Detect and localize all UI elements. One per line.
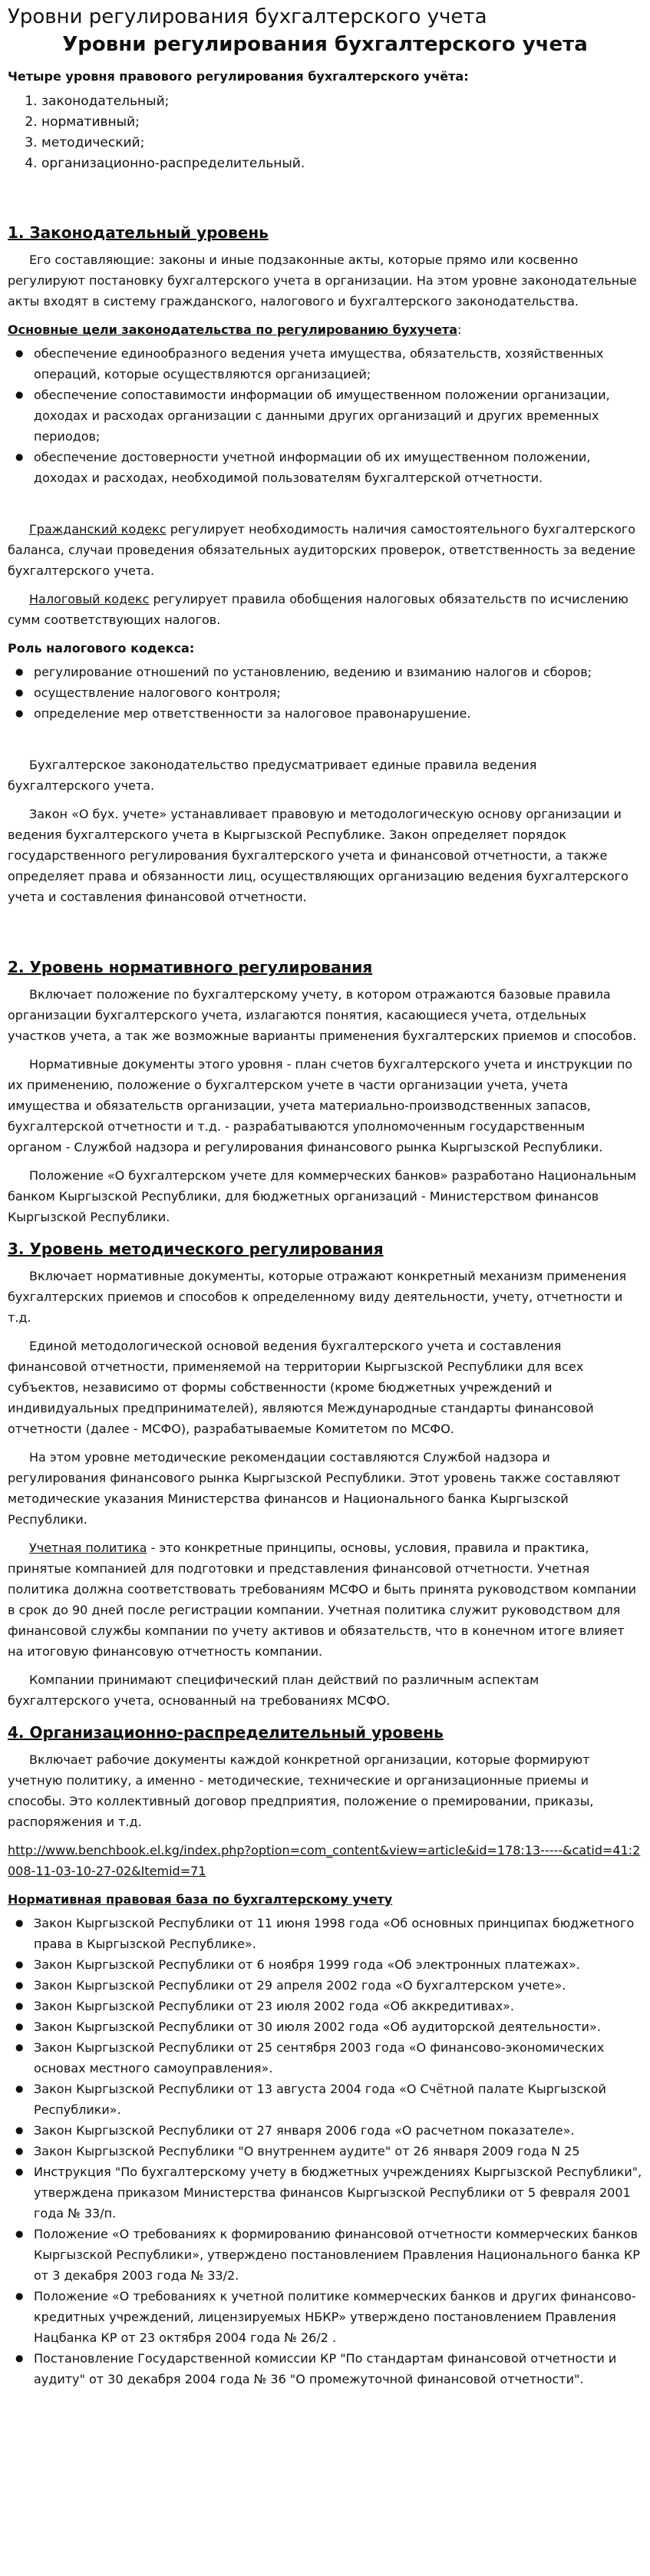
tax-role-heading: Роль налогового кодекса: xyxy=(8,641,195,656)
legal-base-list xyxy=(8,1913,642,2389)
section-heading-organizational: 4. Организационно-распределительный уровень xyxy=(8,1723,444,1742)
accounting-policy-paragraph xyxy=(8,1537,642,1662)
intro-heading: Четыре уровня правового регулирования бухгалтерского учёта: xyxy=(8,69,469,84)
list-item: 1. законодательный; xyxy=(41,91,642,112)
paragraph: Нормативные документы этого уровня - план счетов бухгалтерского учета и инструкции по их применению, положение о бухгалтерском учете в части организации учета, учета имущества и обязательств организации, учета материально-производственных запасов, бухгалтерской отчетности и т.д. - разрабатываются уполномоченным государственным органом - Службой надзора и регулирования финансового рынка Кыргызской Республики. xyxy=(8,1057,633,1154)
list-item: ● осуществление налогового контроля; xyxy=(34,682,642,703)
list-item: ● Положение «О требованиях к учетной политике коммерческих банков и других финансово-кредитных учреждений, лицензируемых НБКР» утверждено постановлением Правления Нацбанка КР от 23 октября 2004 года № 26/2 . xyxy=(34,2286,642,2348)
paragraph: Единой методологической основой ведения бухгалтерского учета и составления финансовой отчетности, применяемой на территории Кыргызской Республики для всех субъектов, независимо от формы собственности (кроме бюджетных учреждений и индивидуальных предпринимателей), являются Международные стандарты финансовой отчетности (далее - МСФО), разрабатываемые Комитетом по МСФО. xyxy=(8,1339,594,1436)
civil-code-paragraph xyxy=(8,519,642,581)
paragraph: Его составляющие: законы и иные подзаконные акты, которые прямо или косвенно регулируют постановку бухгалтерского учета в организации. На этом уровне законодательные акты входят в систему гражданского, налогового и бухгалтерского законодательства. xyxy=(8,253,637,309)
list-item: ● обеспечение достоверности учетной информации об их имущественном положении, доходах и расходах, необходимой пользователям бухгалтерской отчетности. xyxy=(34,447,642,488)
paragraph: Положение «О бухгалтерском учете для коммерческих банков» разработано Национальным банком Кыргызской Республики, для бюджетных организаций - Министерством финансов Кыргызской Республики. xyxy=(8,1168,637,1224)
list-item: ● Положение «О требованиях к формированию финансовой отчетности коммерческих банков Кыргызской Республики», утверждено постановлением Правления Национального банка КР от 3 декабря 2003 года № 33/2. xyxy=(34,2224,642,2286)
page-title: Уровни регулирования бухгалтерского учета xyxy=(62,33,588,56)
civil-code-text: регулирует необходимость наличия самостоятельного бухгалтерского баланса, случаи проведения обязательных аудиторских проверок, ответственность за ведение бухгалтерского учета. xyxy=(8,522,636,578)
list-item: ● определение мер ответственности за налоговое правонарушение. xyxy=(34,703,642,724)
list-item: ● Закон Кыргызской Республики от 30 июля 2002 года «Об аудиторской деятельности». xyxy=(34,2016,642,2037)
list-item: 2. нормативный; xyxy=(41,112,642,133)
list-item: ● обеспечение сопоставимости информации об имущественном положении организации, доходах и расходах организации с данными других организаций и других временных периодов; xyxy=(34,385,642,447)
list-item: ● Инструкция "По бухгалтерскому учету в бюджетных учреждениях Кыргызской Республики", утверждена приказом Министерства финансов Кыргызской Республики от 5 февраля 2001 года № 33/п. xyxy=(34,2162,642,2224)
accounting-policy-term: Учетная политика xyxy=(29,1541,147,1555)
source-link-line xyxy=(8,1840,642,1881)
list-item: ● Закон Кыргызской Республики "О внутреннем аудите" от 26 января 2009 года N 25 xyxy=(34,2141,642,2162)
civil-code-link[interactable]: Гражданский кодекс xyxy=(29,522,167,537)
list-item: 3. методический; xyxy=(41,133,642,154)
tax-code-paragraph xyxy=(8,589,642,630)
list-item: ● Закон Кыргызской Республики от 27 января 2006 года «О расчетном показателе». xyxy=(34,2120,642,2141)
section-heading-methodical: 3. Уровень методического регулирования xyxy=(8,1240,384,1258)
goals-heading-line xyxy=(8,319,642,340)
list-item: ● Закон Кыргызской Республики от 6 ноября 1999 года «Об электронных платежах». xyxy=(34,1954,642,1975)
section-heading-normative: 2. Уровень нормативного регулирования xyxy=(8,958,373,976)
paragraph: Закон «О бух. учете» устанавливает правовую и методологическую основу организации и ведения бухгалтерского учета в Кыргызской Республике. Закон определяет порядок государственного регулирования бухгалтерского учета и финансовой отчетности, а также определяет права и обязанности лиц, осуществляющих организацию ведения бухгалтерского учета и составления финансовой отчетности. xyxy=(8,807,629,904)
paragraph: Компании принимают специфический план действий по различным аспектам бухгалтерского учета, основанный на требованиях МСФО. xyxy=(8,1673,539,1708)
list-item: ● обеспечение единообразного ведения учета имущества, обязательств, хозяйственных операций, которые осуществляются организацией; xyxy=(34,343,642,385)
list-item: 4. организационно-распределительный. xyxy=(41,154,642,174)
paragraph: Включает нормативные документы, которые отражают конкретный механизм применения бухгалтерских приемов и способов к определенному виду деятельности, учету, отчетности и т.д. xyxy=(8,1269,627,1325)
legal-base-heading: Нормативная правовая база по бухгалтерскому учету xyxy=(8,1892,393,1907)
paragraph: Включает положение по бухгалтерскому учету, в котором отражаются базовые правила организации бухгалтерского учета, излагаются понятия, касающиеся учета, отдельных участков учета, а так же возможные варианты применения бухгалтерских приемов и способов. xyxy=(8,987,637,1043)
goals-list xyxy=(8,343,642,488)
tax-roles-list xyxy=(8,662,642,724)
list-item: ● регулирование отношений по установлению, ведению и взиманию налогов и сборов; xyxy=(34,662,642,682)
tax-code-link[interactable]: Налоговый кодекс xyxy=(29,592,150,606)
accounting-policy-text: - это конкретные принципы, основы, условия, правила и практика, принятые компанией для подготовки и представления финансовой отчетности. Учетная политика должна соответствовать требованиям МСФО и быть принята руководством компании в срок до 90 дней после регистрации компании. Учетная политика служит руководством для финансовой службы компании по учету активов и обязательств, что в конечном итоге влияет на итоговую финансовую отчетность компании. xyxy=(8,1541,636,1659)
list-item: ● Постановление Государственной комиссии КР "По стандартам финансовой отчетности и аудиту" от 30 декабря 2004 года № 36 "О промежуточной финансовой отчетности". xyxy=(34,2348,642,2389)
paragraph: На этом уровне методические рекомендации составляются Службой надзора и регулирования финансового рынка Кыргызской Республики. Этот уровень также составляют методические указания Министерства финансов и Национального банка Кыргызской Республики. xyxy=(8,1450,621,1527)
section-heading-legislative: 1. Законодательный уровень xyxy=(8,223,269,242)
levels-list xyxy=(8,91,642,174)
source-link[interactable]: http://www.benchbook.el.kg/index.php?option=com_content&view=article&id=178:13-----&catid=41:2008-11-03-10-27-02&Itemid=71 xyxy=(8,1843,641,1878)
list-item: ● Закон Кыргызской Республики от 29 апреля 2002 года «О бухгалтерском учете». xyxy=(34,1975,642,1996)
goals-colon: : xyxy=(457,322,462,337)
list-item: ● Закон Кыргызской Республики от 23 июля 2002 года «Об аккредитивах». xyxy=(34,1996,642,2016)
paragraph: Включает рабочие документы каждой конкретной организации, которые формируют учетную политику, а именно - методические, технические и организационные приемы и способы. Это коллективный договор предприятия, положение о премировании, приказы, распоряжения и т.д. xyxy=(8,1752,594,1829)
list-item: ● Закон Кыргызской Республики от 25 сентября 2003 года «О финансово-экономических основах местного самоуправления». xyxy=(34,2037,642,2079)
list-item: ● Закон Кыргызской Республики от 13 августа 2004 года «О Счётной палате Кыргызской Республики». xyxy=(34,2079,642,2120)
tax-code-text: регулирует правила обобщения налоговых обязательств по исчислению сумм соответствующих налогов. xyxy=(8,592,629,627)
paragraph: Бухгалтерское законодательство предусматривает единые правила ведения бухгалтерского учета. xyxy=(8,758,537,793)
window-title: Уровни регулирования бухгалтерского учета xyxy=(8,5,487,28)
goals-heading: Основные цели законодательства по регулированию бухучета xyxy=(8,322,457,337)
list-item: ● Закон Кыргызской Республики от 11 июня 1998 года «Об основных принципах бюджетного права в Кыргызской Республике». xyxy=(34,1913,642,1954)
